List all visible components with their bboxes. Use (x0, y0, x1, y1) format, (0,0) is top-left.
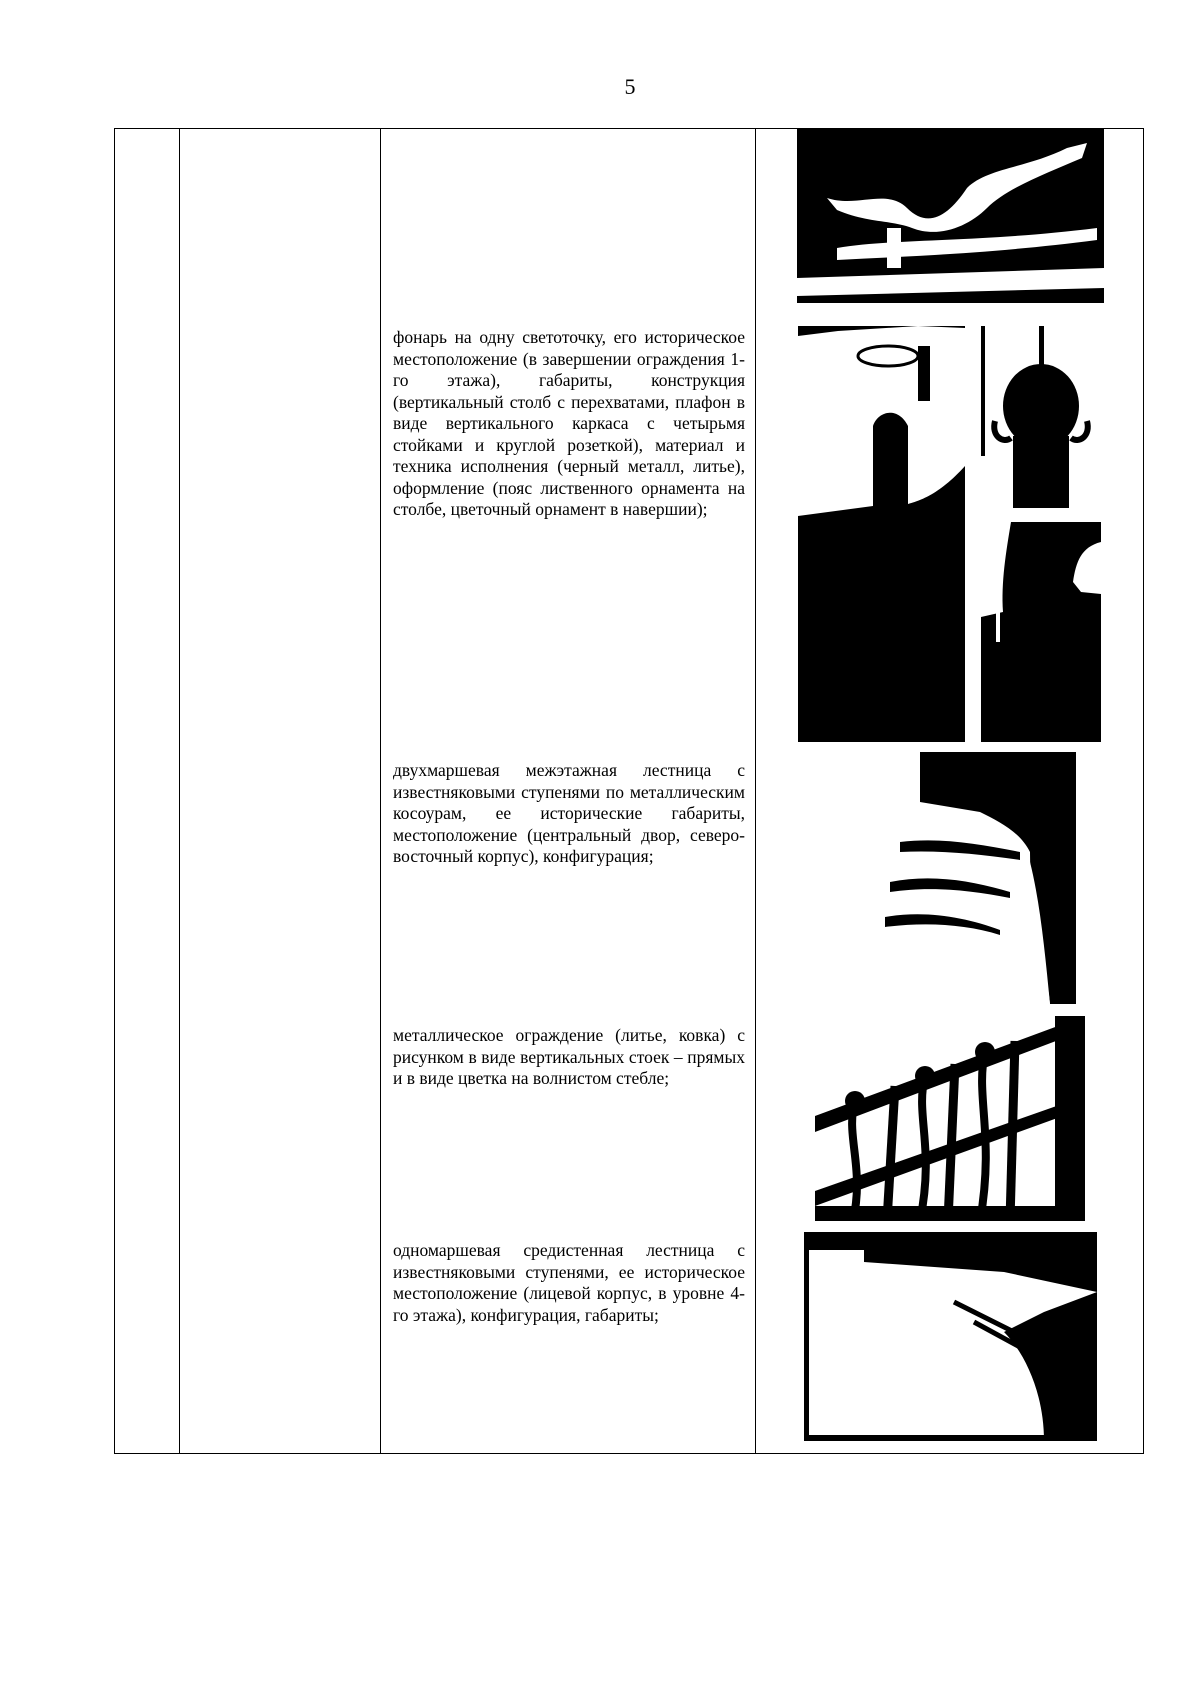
table-column-divider (380, 129, 381, 1453)
table-column-divider (179, 129, 180, 1453)
photo-two-flight-staircase (880, 752, 1076, 1004)
photo-lantern-post (981, 522, 1101, 742)
photo-metal-railing (815, 1016, 1085, 1221)
photo-lantern-general (798, 326, 965, 742)
photo-lantern-top (981, 326, 1102, 508)
photo-ornament-detail (797, 128, 1104, 312)
description-metal-railing: металлическое ограждение (литье, ковка) с рисунком в виде вертикальных стоек – прямых и в виде цветка на волнистом стебле; (393, 1025, 745, 1088)
description-two-flight-staircase: двухмаршевая межэтажная лестница с известняковыми ступенями по металлическим косоурам, ее исторические габариты, местоположение (центральный двор, северо-восточный корпус), конфигурация; (393, 760, 745, 866)
table-column-divider (755, 129, 756, 1453)
description-lantern: фонарь на одну светоточку, его историческое местоположение (в завершении ограждения 1-го этажа), габариты, конструкция (вертикальный столб с перехватами, плафон в виде вертикального каркаса с четырьмя стойками и круглой розеткой), материал и техника исполнения (черный металл, литье), оформление (пояс лиственного орнамента на столбе, цветочный орнамент в навершии); (393, 327, 745, 519)
page-number: 5 (624, 74, 636, 99)
description-single-flight-staircase: одномаршевая средистенная лестница с известняковыми ступенями, ее историческое местоположение (лицевой корпус, в уровне 4-го этажа), конфигурация, габариты; (393, 1240, 745, 1325)
photo-single-flight-staircase (804, 1232, 1097, 1441)
